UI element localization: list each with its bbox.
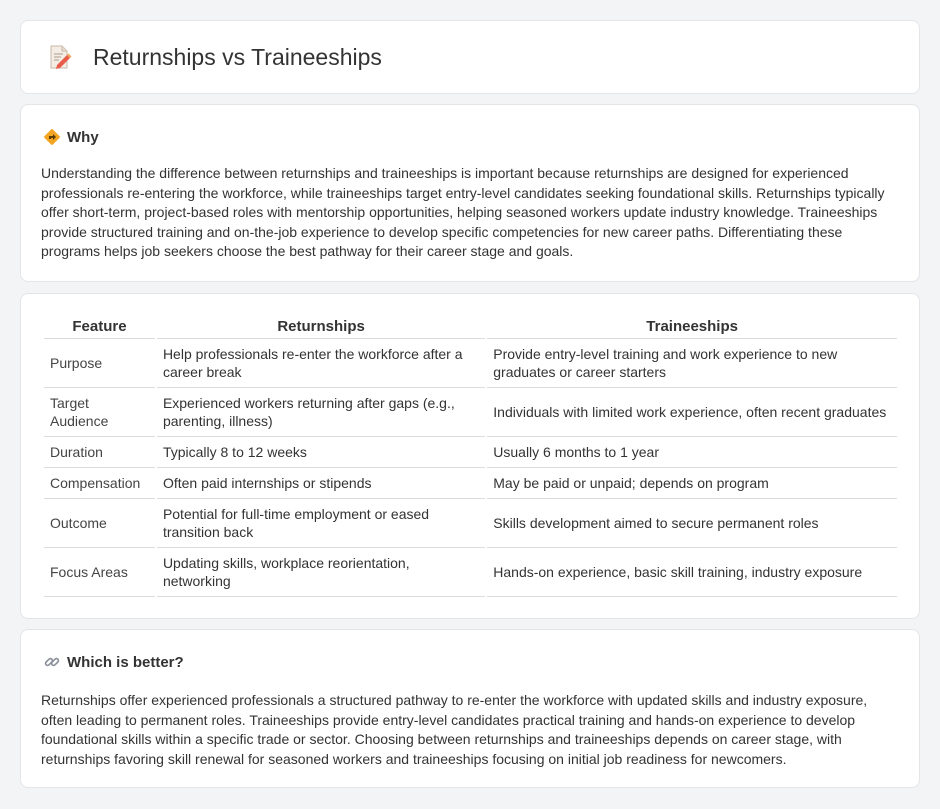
traineeships-cell: Skills development aimed to secure permanent roles <box>487 499 897 548</box>
better-text: Returnships offer experienced professionals a structured pathway to re-enter the workforce with updated skills and industry exposure, often leading to permanent roles. Traineeships provide entry-level candidates practical training and hands-on experience to develop foundational skills within a specific trade or sector. Choosing between returnships and traineeships depends on career stage, with returnships favoring skill renewal for seasoned workers and traineeships focusing on initial job readiness for newcomers. <box>41 692 868 767</box>
traineeships-cell: Provide entry-level training and work experience to new graduates or career starters <box>487 339 897 388</box>
why-heading <box>43 128 99 146</box>
title-card <box>20 20 920 94</box>
header-feature: Feature <box>44 317 155 339</box>
returnships-cell: Often paid internships or stipends <box>157 468 485 499</box>
title-row <box>45 43 382 71</box>
returnships-cell: Help professionals re-enter the workforce after a career break <box>157 339 485 388</box>
feature-cell: Focus Areas <box>44 548 155 597</box>
comparison-card <box>20 293 920 619</box>
feature-cell: Duration <box>44 437 155 468</box>
table-row <box>44 437 897 468</box>
traineeships-cell: Hands-on experience, basic skill training, industry exposure <box>487 548 897 597</box>
traineeships-cell: May be paid or unpaid; depends on program <box>487 468 897 499</box>
returnships-cell: Typically 8 to 12 weeks <box>157 437 485 468</box>
feature-cell: Purpose <box>44 339 155 388</box>
table-header-row <box>44 317 897 339</box>
table-row <box>44 548 897 597</box>
feature-cell: Target Audience <box>44 388 155 437</box>
feature-cell: Compensation <box>44 468 155 499</box>
which-better-card <box>20 629 920 788</box>
page-title: Returnships vs Traineeships <box>93 43 382 70</box>
traineeships-cell: Usually 6 months to 1 year <box>487 437 897 468</box>
why-card <box>20 104 920 282</box>
header-traineeships: Traineeships <box>487 317 897 339</box>
table-row <box>44 468 897 499</box>
direction-sign-icon <box>43 128 61 146</box>
why-title: Why <box>67 128 99 146</box>
header-returnships: Returnships <box>157 317 485 339</box>
why-text: Understanding the difference between returnships and traineeships is important because returnships are designed for experienced professionals re-entering the workforce, while traineeships target entry-level candidates seeking foundational skills. Returnships typically offer short-term, project-based roles with mentorship opportunities, helping seasoned workers update industry knowledge. Traineeships provide structured training and on-the-job experience to develop specific competencies for new career paths. Differentiating these programs helps job seekers choose the best pathway for their career stage and goals. <box>41 165 885 260</box>
better-title: Which is better? <box>67 653 184 671</box>
returnships-cell: Updating skills, workplace reorientation, networking <box>157 548 485 597</box>
table-row <box>44 339 897 388</box>
returnships-cell: Potential for full-time employment or eased transition back <box>157 499 485 548</box>
returnships-cell: Experienced workers returning after gaps (e.g., parenting, illness) <box>157 388 485 437</box>
traineeships-cell: Individuals with limited work experience, often recent graduates <box>487 388 897 437</box>
table-row <box>44 388 897 437</box>
feature-cell: Outcome <box>44 499 155 548</box>
document-pencil-icon <box>45 43 73 71</box>
link-icon <box>43 653 61 671</box>
better-heading <box>43 653 184 671</box>
comparison-table <box>42 317 899 597</box>
table-row <box>44 499 897 548</box>
